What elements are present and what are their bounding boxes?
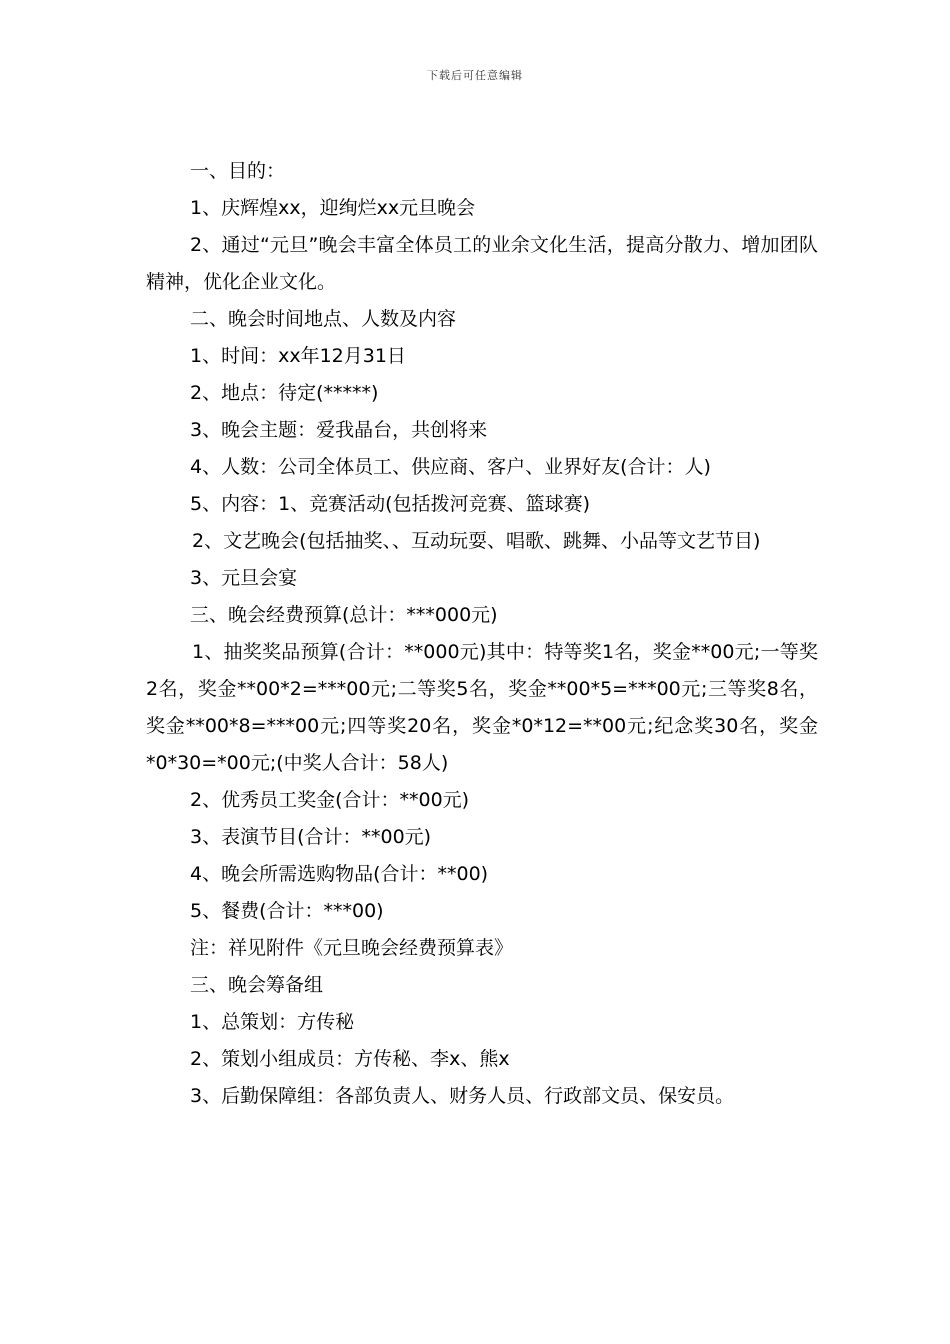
paragraph: 1、时间：xx年12月31日	[190, 345, 406, 367]
paragraph: 2、策划小组成员：方传秘、李x、熊x	[190, 1048, 510, 1070]
paragraph: 4、晚会所需选购物品(合计：**00)	[190, 863, 489, 885]
note: 注：祥见附件《元旦晚会经费预算表》	[190, 937, 514, 959]
paragraph: 5、内容：1、竞赛活动(包括拨河竞赛、篮球赛)	[190, 493, 591, 515]
paragraph: 1、庆辉煌xx，迎绚烂xx元旦晚会	[190, 197, 476, 219]
paragraph: 3、元旦会宴	[190, 567, 298, 589]
paragraph: 3、表演节目(合计：**00元)	[190, 826, 432, 848]
paragraph: 2、通过“元旦”晚会丰富全体员工的业余文化生活，提高分散力、增加团队精神，优化企业文化。	[146, 234, 818, 293]
section-heading-time-place: 二、晚会时间地点、人数及内容	[190, 308, 457, 330]
paragraph: 2、地点：待定(*****)	[190, 382, 379, 404]
document-body	[146, 153, 818, 1115]
paragraph: 4、人数：公司全体员工、供应商、客户、业界好友(合计：人)	[190, 456, 711, 478]
section-heading-purpose: 一、目的：	[190, 160, 286, 182]
paragraph-prize-budget: 1、抽奖奖品预算(合计：**000元)其中：特等奖1名，奖金**00元;一等奖2名，奖金**00*2=***00元;二等奖5名，奖金**00*5=***00元;三等奖8名，奖金**00*8=***00元;四等奖20名，奖金*0*12=**00元;纪念奖30名，奖金*0*30=*00元;(中奖人合计：58人)	[146, 641, 818, 774]
paragraph: 1、总策划：方传秘	[190, 1011, 355, 1033]
page-header: 下载后可任意编辑	[427, 69, 523, 82]
paragraph: 2、文艺晚会(包括抽奖、、互动玩耍、唱歌、跳舞、小品等文艺节目)	[192, 530, 761, 552]
paragraph: 3、晚会主题：爱我晶台，共创将来	[190, 419, 488, 441]
section-heading-committee: 三、晚会筹备组	[190, 974, 324, 996]
section-heading-budget: 三、晚会经费预算(总计：***000元)	[190, 604, 498, 626]
paragraph: 2、优秀员工奖金(合计：**00元)	[190, 789, 470, 811]
paragraph: 5、餐费(合计：***00)	[190, 900, 384, 922]
paragraph: 3、后勤保障组：各部负责人、财务人员、行政部文员、保安员。	[190, 1085, 735, 1107]
